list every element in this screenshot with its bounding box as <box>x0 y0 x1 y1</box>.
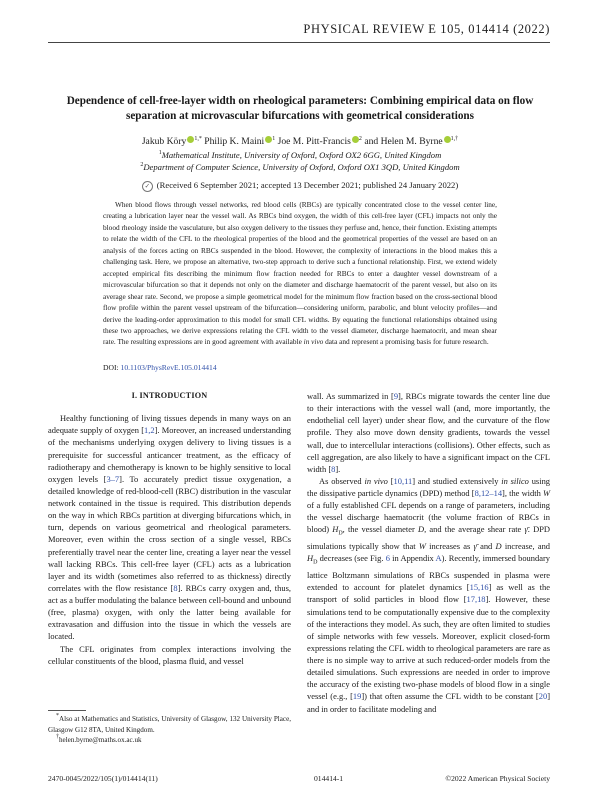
text-run: in Appendix <box>389 553 436 564</box>
italic-term: D <box>495 541 502 552</box>
text-run: wall. As summarized in [ <box>307 391 394 401</box>
author-name[interactable]: Philip K. Maini <box>204 136 265 147</box>
author-affil-mark: 1,† <box>450 136 459 142</box>
text-run: ). Recently, immersed boundary lattice Boltzmann simulations of RBCs suspended in plasma were extended to account for platelet dynamics [ <box>307 553 550 593</box>
text-run: of a fully established CFL depends on a range of parameters, including the vessel discharge haematocrit (the volume fraction of RBCs in blood) <box>307 500 550 535</box>
text-run: and <box>476 541 496 552</box>
citation-link[interactable]: A <box>435 553 442 564</box>
author-joiner: and <box>364 136 379 147</box>
italic-term: H <box>332 524 339 535</box>
abstract-italic: in vivo <box>303 337 324 347</box>
text-run: increase, and <box>501 541 551 552</box>
text-run: [ <box>387 475 394 486</box>
footnotes <box>48 714 291 746</box>
author-list <box>40 136 560 147</box>
doi-line <box>103 363 217 372</box>
text-run: Healthy functioning of living tissues depends in many ways on an adequate supply of oxygen [ <box>48 413 291 436</box>
abstract <box>103 199 497 348</box>
text-run: ]. Moreover, an increased understanding of the mechanisms underlying oxygen delivery to living tissues is a prerequisite for successful anticancer treatment, as the efficacy of radiotherapy and chemotherapy is known to be highly sensitive to local oxygen levels [ <box>48 425 291 484</box>
italic-term: in silico <box>501 475 529 486</box>
publication-dates <box>40 180 560 192</box>
footnote-email[interactable]: helen.byrne@maths.ox.ac.uk <box>59 736 142 745</box>
citation-link[interactable]: 8,12–14 <box>474 488 503 498</box>
italic-term: γ̄ <box>524 524 528 535</box>
text-run: ] and in order to facilitate modeling and <box>307 691 550 714</box>
citation-link[interactable]: 20 <box>538 691 548 702</box>
italic-term: W <box>418 541 426 552</box>
left-column <box>48 390 291 667</box>
text-run: ]. To accurately predict tissue oxygenation, a detailed knowledge of red-blood-cell (RBC) distribution in the vascular network contained in the tissue is required. This distribution depends on the way in which RBCs partition at diverging bifurcations which, in turn, depends on various geometrical and rheological parameters. Moreover, even within the cross section of a single vessel, RBCs preferentially travel near the center line, creating a layer near the vessel wall lacking RBCs. This cell-free layer (CFL) acts as a lubrication layer and its width (sometimes also referred to as thickness) directly correlates with the flow resistance [ <box>48 473 291 593</box>
paragraph <box>307 390 550 475</box>
footnote-rule <box>48 710 86 711</box>
citation-link[interactable]: 15,16 <box>469 582 489 593</box>
doi-label: DOI: <box>103 363 119 372</box>
text-run: decreases (see Fig. <box>317 553 386 564</box>
affiliation <box>40 162 560 172</box>
affiliation-text: Mathematical Institute, University of Oxford, Oxford OX2 6GG, United Kingdom <box>161 150 442 160</box>
subscript: D <box>338 531 343 538</box>
citation-link[interactable]: 19 <box>352 691 362 702</box>
italic-term: γ̄ <box>473 541 477 552</box>
author-name[interactable]: Jakub Köry <box>141 136 187 147</box>
copyright: ©2022 American Physical Society <box>445 774 550 783</box>
text-run: ]. RBCs carry oxygen and, thus, act as a buffer modulating the balance between cell-bound and unbound (free, plasma) oxygen, with only the latter being available for extravasation and diffusion into the tissue in which the vessels are located. <box>48 582 291 642</box>
affiliation-number: 1 <box>158 150 162 156</box>
affiliation <box>40 150 560 160</box>
text-run: ] as well as the transport of solid particles in blood flow [ <box>307 582 550 605</box>
journal-header: PHYSICAL REVIEW E 105, 014414 (2022) <box>303 22 550 36</box>
paper-title <box>40 94 560 124</box>
subscript: D <box>313 560 318 566</box>
affiliation-text: Department of Computer Science, University of Oxford, Oxford OX1 3QD, United Kingdom <box>143 162 460 172</box>
author-name[interactable]: Helen M. Byrne <box>380 136 443 147</box>
author-affil-mark: 2 <box>358 136 362 142</box>
dates-text: (Received 6 September 2021; accepted 13 December 2021; published 24 January 2022) <box>156 180 459 190</box>
text-run: As observed <box>319 475 365 486</box>
abstract-text: When blood flows through vessel networks, red blood cells (RBCs) are typically concentrated close to the vessel center line, creating a lubrication layer near the vessel wall. As RBCs bind oxygen, the width of this cell-free layer (CFL) impacts not only the blood rheology inside the vasculature, but also oxygen delivery to the tissues they perfuse and, hence, their function. Existing attempts to relate the width of the CFL to the rheological properties of the blood and the geometrical properties of the vessel are based on an analysis of the forces acting on RBCs suspended in the blood. However, the complexity of interactions in the blood makes this a challenging task. Here, we propose an alternative, two-step approach to derive such a functional relationship. First, we extend widely accepted empirical fits describing the minimum flow fraction needed for RBCs to enter a daughter vessel downstream of a microvascular bifurcation so that it depends not only on the diameter and discharge haematocrit of the parent vessel, but also on its average shear rate. Second, we propose a simple geometrical model for the minimum flow fraction based on the cross-sectional blood flow profile within the parent vessel upstream of the bifurcation—considering uniform, parabolic, and blunt velocity profiles—and derive the leading-order approximation to this model for small CFL widths. By equating the functional relationships obtained using these two approaches, we derive expressions relating the CFL width to the vessel diameter, discharge haematocrit, and mean shear rate. The resulting expressions are in good agreement with available <box>103 200 497 347</box>
footnote <box>48 735 291 746</box>
text-run: using the dissipative particle dynamics (DPD) method [ <box>307 475 551 498</box>
paragraph <box>307 475 550 715</box>
footnote-mark: † <box>56 734 59 741</box>
paragraph: The CFL originates from complex interactions involving the cellular constituents of the blood, plasma fluid, and vessel <box>48 643 291 666</box>
section-heading: I. INTRODUCTION <box>131 391 208 400</box>
footer-issn: 2470-0045/2022/105(1)/014414(11) <box>48 774 158 783</box>
italic-term: W <box>542 488 550 498</box>
citation-link[interactable]: 17,18 <box>466 594 486 605</box>
affiliation-number: 2 <box>140 162 144 168</box>
author-affil-mark: 1,* <box>194 136 202 142</box>
text-run: . DPD simulations typically show that <box>307 524 550 552</box>
text-run: ] and studied extensively <box>412 475 502 486</box>
text-run: ]. However, these simulations tend to be computationally expensive due to the complexity of the interactions they model. As such, they are often limited to studies of simple networks with few vessels. Moreover, explicit closed-form expressions relating the CFL width to rheological parameters are rare as there is no simple way to arrive at such reduced-order models from the detailed simulations. Such expressions are needed in order to improve the accuracy of the existing two-phase models of blood flow in a single vessel (e.g., [ <box>307 594 551 702</box>
page-number: 014414-1 <box>314 774 344 783</box>
text-run: , and the average shear rate <box>424 524 525 535</box>
text-run: increases as <box>425 541 474 552</box>
footnote <box>48 714 291 735</box>
citation-link[interactable]: 8 <box>331 463 336 474</box>
paragraph <box>48 412 291 642</box>
doi-link[interactable]: 10.1103/PhysRevE.105.014414 <box>120 363 217 372</box>
footnote-text: Also at Mathematics and Statistics, University of Glasgow, 132 University Place, Glasgow G12 8TA, United Kingdom. <box>48 715 291 734</box>
citation-link[interactable]: 1,2 <box>144 425 155 436</box>
author-name[interactable]: Joe M. Pitt-Francis <box>277 136 351 147</box>
author-affil-mark: 1 <box>272 136 276 142</box>
abstract-text-end: data and represent a promising basis for future research. <box>323 337 489 347</box>
text-run: ], the width <box>502 488 543 498</box>
italic-term: H <box>307 553 314 564</box>
citation-link[interactable]: 10,11 <box>393 475 413 486</box>
italic-term: in vivo <box>364 475 388 486</box>
orcid-icon[interactable] <box>352 136 359 143</box>
citation-link[interactable]: 8 <box>173 582 178 593</box>
text-run: ], RBCs migrate towards the center line due to their interactions with the vessel wall (and, more importantly, the endothelial cell layer) under shear flow, and the curvature of the flow profile. They also move down density gradients, towards the vessel wall, due to intercellular interactions (collisions). Other effects, such as cell aggregation, are also likely to have a significant impact on the CFL width [ <box>307 391 550 474</box>
title-line-2: separation at microvascular bifurcations with geometrical considerations <box>125 110 475 122</box>
text-run: ]. <box>335 463 341 474</box>
header-rule <box>48 42 550 43</box>
check-for-updates-icon[interactable]: ✓ <box>142 181 153 192</box>
text-run: , the vessel diameter <box>342 524 418 535</box>
citation-link[interactable]: 6 <box>385 553 390 564</box>
text-run: ]) that often assume the CFL width to be constant [ <box>361 691 539 702</box>
orcid-icon[interactable] <box>444 136 451 143</box>
italic-term: D <box>417 524 425 535</box>
footnote-mark: * <box>56 713 59 719</box>
citation-link[interactable]: 9 <box>393 391 399 401</box>
right-column <box>307 390 550 715</box>
citation-link[interactable]: 3–7 <box>106 473 120 484</box>
title-line-1: Dependence of cell-free-layer width on rheological parameters: Combining empirical data on flow <box>66 95 534 107</box>
